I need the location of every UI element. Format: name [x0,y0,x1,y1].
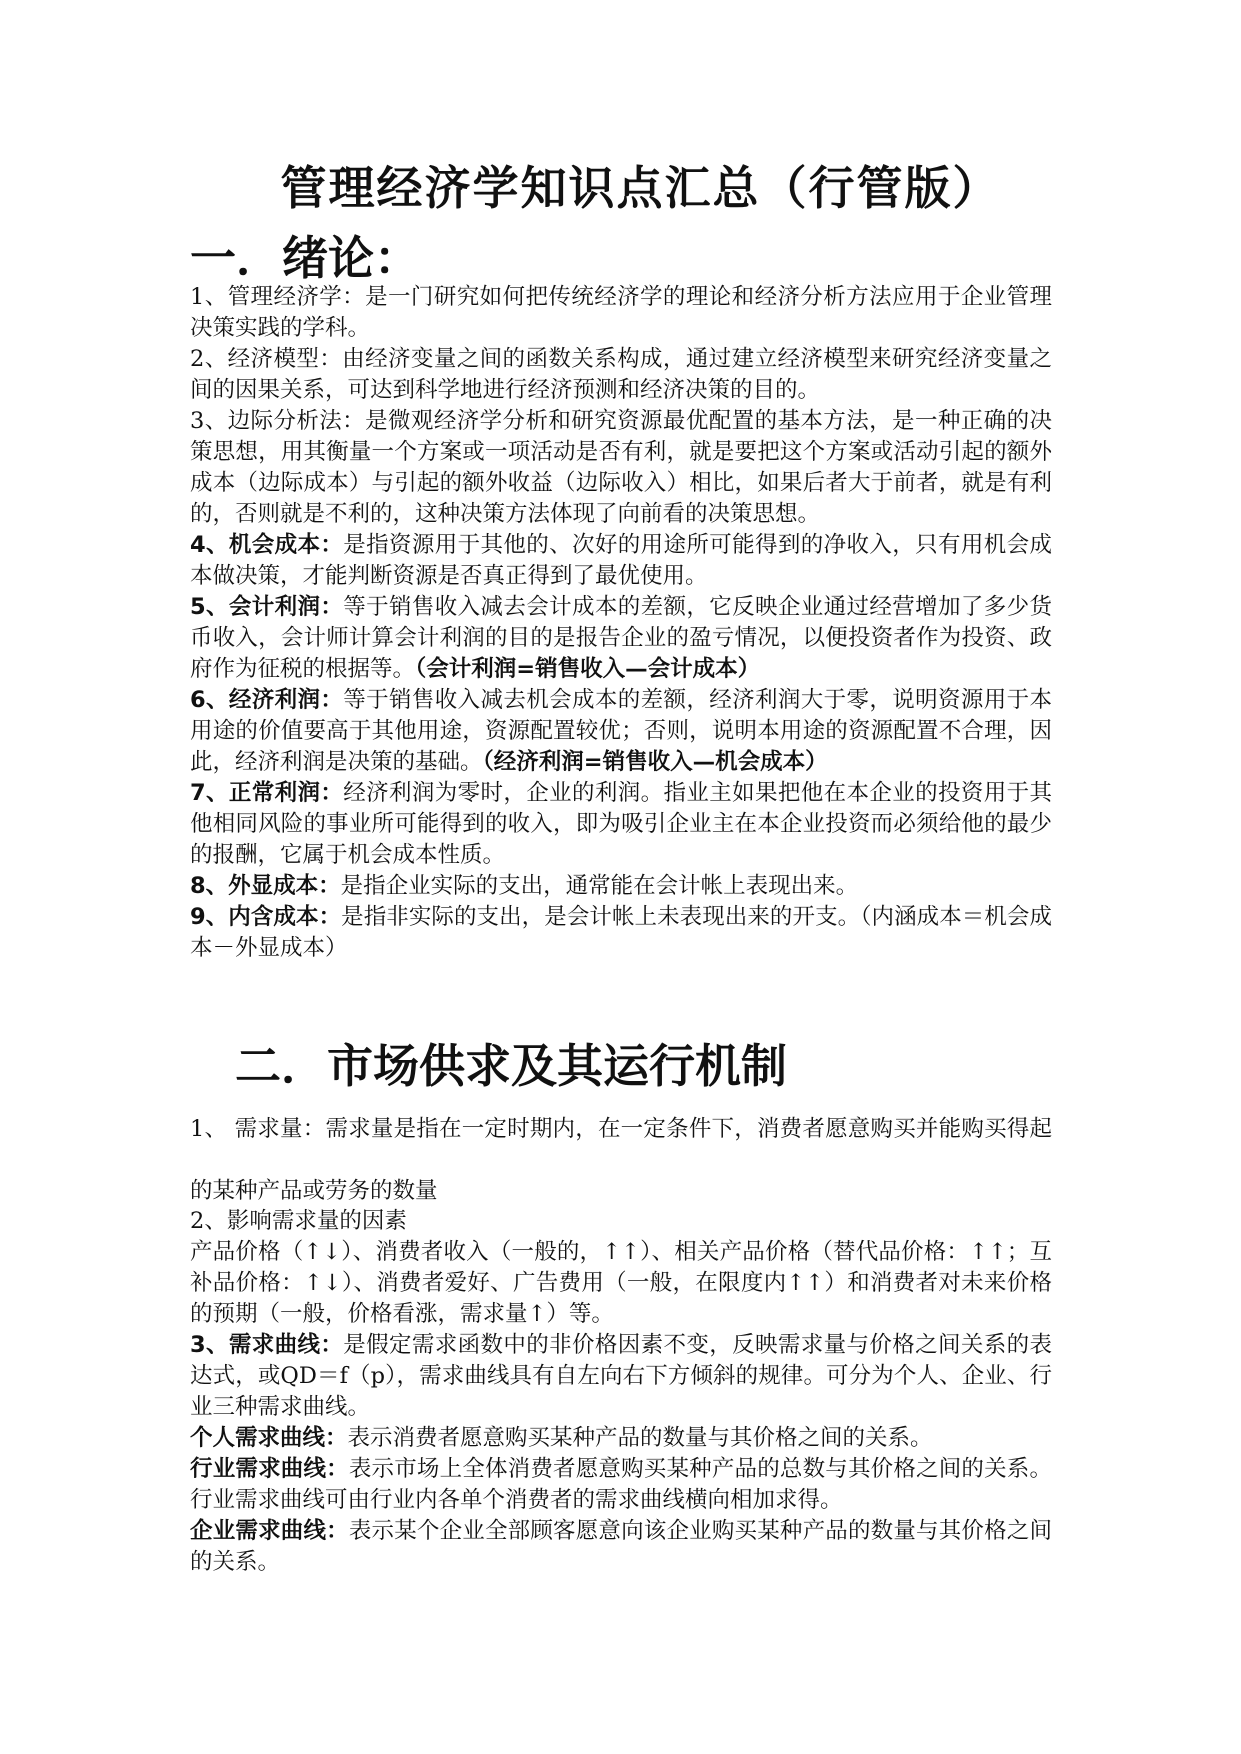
term-label: 4、机会成本： [190,532,344,558]
paragraph-text: 3、边际分析法：是微观经济学分析和研究资源最优配置的基本方法，是一种正确的决策思想，用其衡量一个方案或一项活动是否有利，就是要把这个方案或活动引起的额外成本（边际成本）与引起的额外收益（边际收入）相比，如果后者大于前者，就是有利的，否则就是不利的，这种决策方法体现了向前看的决策思想。 [190,408,1052,527]
term-label: 6、经济利润： [190,687,344,713]
paragraph-text: 2、影响需求量的因素 [190,1208,407,1234]
paragraph-text: 等于销售收入减去机会成本的差额，经济利润大于零，说明资源用于本用途的价值要高于其他用途，资源配置较优；否则，说明本用途的资源配置不合理，因此，经济利润是决策的基础。 [190,687,1052,775]
formula: （会计利润=销售收入—会计成本） [415,656,761,682]
term-label: 个人需求曲线： [190,1425,348,1451]
paragraph [190,1330,1052,1423]
formula: （经济利润=销售收入—机会成本） [482,749,828,775]
paragraph-text: 等于销售收入减去会计成本的差额，它反映企业通过经营增加了多少货币收入，会计师计算会计利润的目的是报告企业的盈亏情况，以便投资者作为投资、政府作为征税的根据等。 [190,594,1052,682]
paragraph [190,344,1052,406]
page-title: 管理经济学知识点汇总（行管版） [280,161,1001,215]
paragraph-text: 是指企业实际的支出，通常能在会计帐上表现出来。 [340,873,859,899]
paragraph [190,902,1052,964]
paragraph [190,778,1052,871]
paragraph-text: 是指非实际的支出，是会计帐上未表现出来的开支。（内涵成本＝机会成本－外显成本） [190,904,1052,961]
term-label: 7、正常利润： [190,780,344,806]
paragraph [190,592,1052,685]
paragraph [190,1098,1052,1222]
paragraph-text: 表示某个企业全部顾客愿意向该企业购买某种产品的数量与其价格之间的关系。 [190,1518,1052,1575]
paragraph-text: 表示消费者愿意购买某种产品的数量与其价格之间的关系。 [347,1425,933,1451]
paragraph [190,1516,1052,1578]
paragraph [190,406,1052,530]
term-label: 8、外显成本： [190,873,341,899]
section-market-body [190,1098,1052,1578]
term-label: 行业需求曲线： [190,1456,349,1482]
term-label: 企业需求曲线： [190,1518,349,1544]
paragraph [190,871,1052,902]
section-heading-market: 二．市场供求及其运行机制 [235,1039,787,1093]
section-heading-introduction: 一．绪论： [190,231,420,285]
paragraph [190,1423,1052,1454]
term-label: 9、内含成本： [190,904,342,930]
paragraph-text: 表示市场上全体消费者愿意购买某种产品的总数与其价格之间的关系。行业需求曲线可由行业内各单个消费者的需求曲线横向相加求得。 [190,1456,1052,1513]
paragraph-text: 经济利润为零时，企业的利润。指业主如果把他在本企业的投资用于其他相同风险的事业所可能得到的收入，即为吸引企业主在本企业投资而必须给他的最少的报酬，它属于机会成本性质。 [190,780,1052,868]
paragraph-text: 是指资源用于其他的、次好的用途所可能得到的净收入，只有用机会成本做决策，才能判断资源是否真正得到了最优使用。 [190,532,1052,589]
section-introduction-body [190,282,1052,964]
paragraph [190,530,1052,592]
paragraph [190,1237,1052,1330]
term-label: 5、会计利润： [190,594,344,620]
paragraph [190,685,1052,778]
paragraph [190,1454,1052,1516]
paragraph-text: 1、管理经济学：是一门研究如何把传统经济学的理论和经济分析方法应用于企业管理决策实践的学科。 [190,284,1052,341]
paragraph-text: 2、经济模型：由经济变量之间的函数关系构成，通过建立经济模型来研究经济变量之间的因果关系，可达到科学地进行经济预测和经济决策的目的。 [190,346,1052,403]
paragraph-text: 1、 需求量：需求量是指在一定时期内，在一定条件下，消费者愿意购买并能购买得起的某种产品或劳务的数量 [190,1116,1052,1204]
paragraph [190,1206,1052,1237]
paragraph [190,282,1052,344]
term-label: 3、需求曲线： [190,1332,344,1358]
paragraph-text: 产品价格（↑↓）、消费者收入（一般的，↑↑）、相关产品价格（替代品价格：↑↑；互补品价格：↑↓）、消费者爱好、广告费用（一般，在限度内↑↑）和消费者对未来价格的预期（一般，价格看涨，需求量↑）等。 [190,1239,1052,1327]
paragraph-text: 是假定需求函数中的非价格因素不变，反映需求量与价格之间关系的表达式，或QD＝f（p），需求曲线具有自左向右下方倾斜的规律。可分为个人、企业、行业三种需求曲线。 [190,1332,1052,1420]
